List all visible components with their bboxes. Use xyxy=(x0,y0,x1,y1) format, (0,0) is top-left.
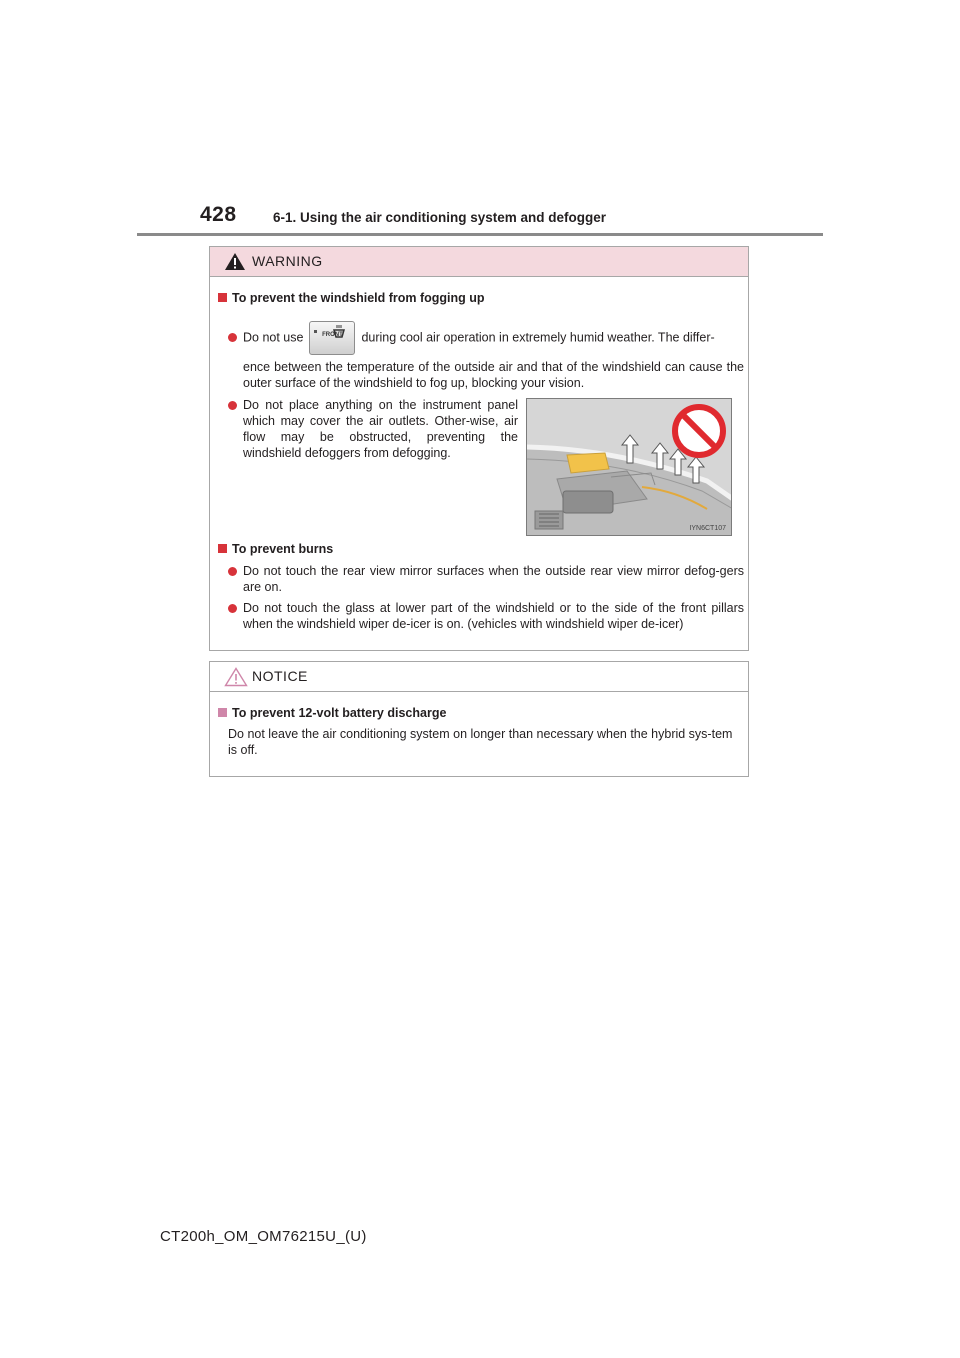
notice-text: Do not leave the air conditioning system on longer than necessary when the hybrid sys-tem is off. xyxy=(228,727,733,757)
notice-box xyxy=(209,661,749,777)
header-divider xyxy=(137,233,823,236)
bullet-windshield-glass: Do not touch the glass at lower part of the windshield or to the side of the front pillars when the windshield wiper de-icer is on. (vehicles with windshield wiper de-icer) xyxy=(228,600,744,632)
warning-header xyxy=(210,247,748,277)
notice-heading: To prevent 12-volt battery discharge xyxy=(218,706,446,720)
warning-box xyxy=(209,246,749,651)
bullet-instrument-panel: Do not place anything on the instrument panel which may cover the air outlets. Other-wise, air flow may be obstructed, preventing the windshield defoggers from defogging. xyxy=(228,397,518,461)
instrument-panel-figure xyxy=(526,398,732,536)
warning-triangle-icon xyxy=(224,252,246,271)
square-bullet-icon xyxy=(218,708,227,717)
bullet-dot-icon xyxy=(228,401,237,410)
section-title: 6-1. Using the air conditioning system and defogger xyxy=(273,210,607,225)
front-defogger-button-icon: FRONT xyxy=(309,321,355,355)
bullet-dot-icon xyxy=(228,567,237,576)
notice-label: NOTICE xyxy=(252,668,308,684)
footer-document-code: CT200h_OM_OM76215U_(U) xyxy=(160,1228,367,1245)
square-bullet-icon xyxy=(218,293,227,302)
square-bullet-icon xyxy=(218,544,227,553)
bullet-rear-view-mirror: Do not touch the rear view mirror surfaces when the outside rear view mirror defog-gers are on. xyxy=(228,563,744,595)
section-heading-fogging: To prevent the windshield from fogging up xyxy=(218,291,485,305)
bullet-dot-icon xyxy=(228,333,237,342)
figure-id: IYN6CT107 xyxy=(689,525,726,532)
bullet-do-not-use-front-defogger: Do not use FRONT during cool air operation in extremely humid weather. The differ- ence between the temperature of the outside air and that of the windshield can cause the outer surface of the windshield to fog up, blocking your vision. xyxy=(228,321,744,391)
notice-header xyxy=(210,662,748,692)
notice-triangle-icon xyxy=(224,667,248,687)
bullet-dot-icon xyxy=(228,604,237,613)
page-number: 428 xyxy=(200,203,237,226)
section-heading-burns: To prevent burns xyxy=(218,542,333,556)
dashboard-airflow-illustration xyxy=(527,399,732,536)
warning-label: WARNING xyxy=(252,253,323,269)
